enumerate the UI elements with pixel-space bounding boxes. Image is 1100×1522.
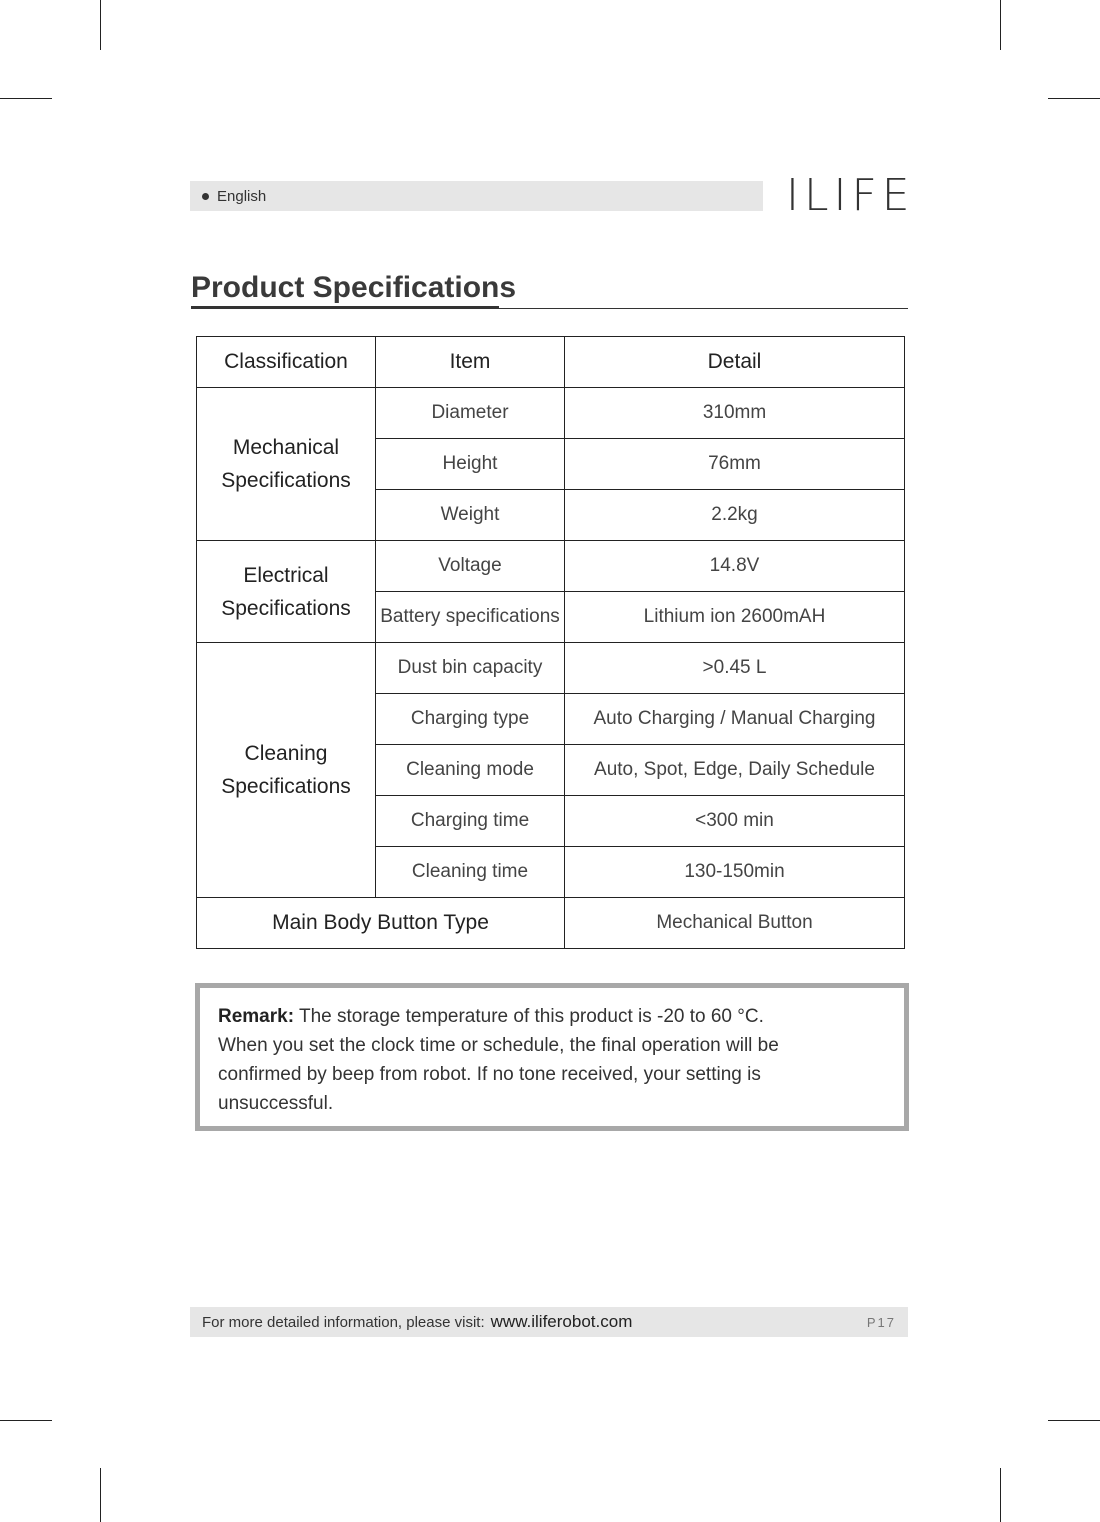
header-detail: Detail xyxy=(565,337,905,388)
crop-mark xyxy=(1048,1420,1100,1421)
title-rule xyxy=(499,308,908,309)
page-title: Product Specifications xyxy=(191,271,517,304)
crop-mark xyxy=(100,1468,101,1522)
crop-mark xyxy=(0,1420,52,1421)
item-cell: Voltage xyxy=(376,541,565,592)
title-underline xyxy=(191,306,499,309)
footer-note: For more detailed information, please visit: xyxy=(202,1313,485,1331)
item-cell: Charging time xyxy=(376,796,565,847)
remark-text: The storage temperature of this product is -20 to 60 °C. xyxy=(294,1006,764,1027)
detail-cell: 310mm xyxy=(565,388,905,439)
item-cell: Cleaning time xyxy=(376,847,565,898)
item-cell: Diameter xyxy=(376,388,565,439)
remark-line: confirmed by beep from robot. If no tone received, your setting is xyxy=(218,1064,761,1085)
detail-cell: Mechanical Button xyxy=(565,898,905,949)
detail-cell: 130-150min xyxy=(565,847,905,898)
classification-line: Specifications xyxy=(221,469,351,492)
item-cell: Battery specifications xyxy=(376,592,565,643)
classification-line: Mechanical xyxy=(232,436,340,459)
remark-line: When you set the clock time or schedule, the final operation will be xyxy=(218,1035,779,1056)
remark-label: Remark: xyxy=(218,1006,295,1027)
footer-bar xyxy=(190,1307,908,1337)
spec-table xyxy=(196,336,905,949)
remark-line xyxy=(218,1002,904,1031)
detail-cell: >0.45 L xyxy=(565,643,905,694)
table-row xyxy=(197,643,905,694)
item-cell: Dust bin capacity xyxy=(376,643,565,694)
detail-cell: 2.2kg xyxy=(565,490,905,541)
classification-line: Specifications xyxy=(221,775,351,798)
remark-box xyxy=(195,983,909,1131)
page-number: P17 xyxy=(866,1314,896,1330)
item-cell: Weight xyxy=(376,490,565,541)
bullet-icon xyxy=(202,193,209,200)
classification-cell xyxy=(197,643,376,898)
crop-mark xyxy=(0,98,52,99)
main-body-label: Main Body Button Type xyxy=(197,898,565,949)
language-bar xyxy=(190,181,763,211)
detail-cell: Auto, Spot, Edge, Daily Schedule xyxy=(565,745,905,796)
classification-cell xyxy=(197,388,376,541)
crop-mark xyxy=(1000,0,1001,50)
header-classification: Classification xyxy=(197,337,376,388)
table-row xyxy=(197,541,905,592)
detail-cell: Auto Charging / Manual Charging xyxy=(565,694,905,745)
remark-line: unsuccessful. xyxy=(218,1093,334,1114)
website-link[interactable]: www.iliferobot.com xyxy=(490,1312,633,1331)
item-cell: Height xyxy=(376,439,565,490)
classification-line: Specifications xyxy=(221,596,351,620)
classification-line: Electrical xyxy=(243,563,329,587)
header-item: Item xyxy=(376,337,565,388)
language-label: English xyxy=(217,187,267,205)
detail-cell: Lithium ion 2600mAH xyxy=(565,592,905,643)
table-header-row xyxy=(197,337,905,388)
classification-cell xyxy=(197,541,376,643)
classification-line: Cleaning xyxy=(244,742,328,765)
crop-mark xyxy=(1048,98,1100,99)
detail-cell: 14.8V xyxy=(565,541,905,592)
crop-mark xyxy=(100,0,101,50)
item-cell: Charging type xyxy=(376,694,565,745)
brand-logo: ILIFE xyxy=(786,170,915,221)
detail-cell: 76mm xyxy=(565,439,905,490)
item-cell: Cleaning mode xyxy=(376,745,565,796)
table-row xyxy=(197,898,905,949)
detail-cell: <300 min xyxy=(565,796,905,847)
crop-mark xyxy=(1000,1468,1001,1522)
table-row xyxy=(197,388,905,439)
